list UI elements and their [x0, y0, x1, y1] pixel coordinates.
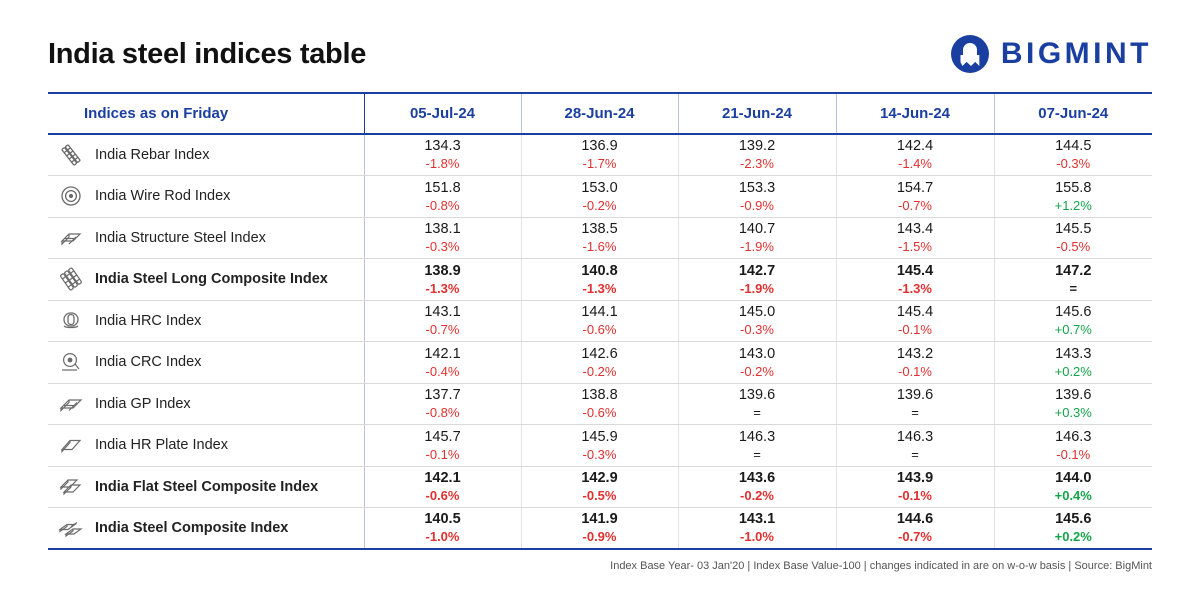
index-value: 146.3: [1055, 428, 1092, 445]
index-value-cell: [521, 425, 678, 467]
index-value-cell: [364, 508, 521, 550]
index-change: -0.2%: [582, 197, 617, 213]
column-header-date-5: 07-Jun-24: [994, 93, 1152, 134]
index-value-cell: [836, 217, 994, 259]
index-value: 139.6: [1055, 387, 1092, 404]
index-value: 155.8: [1055, 179, 1092, 196]
index-value-cell: [836, 300, 994, 342]
index-value-cell: [521, 176, 678, 218]
index-value: 138.1: [424, 221, 461, 238]
index-value: 142.6: [581, 345, 618, 362]
rebar-icon: [58, 142, 84, 168]
index-value: 153.0: [581, 179, 618, 196]
index-value-cell: [364, 466, 521, 508]
index-value-cell: [521, 466, 678, 508]
index-value: 146.3: [896, 428, 934, 445]
row-name-cell: [48, 383, 364, 425]
index-value: 145.6: [1055, 511, 1092, 528]
index-value: 144.1: [581, 304, 618, 321]
index-value-cell: [994, 217, 1152, 259]
index-change: -0.1%: [898, 488, 932, 504]
index-value: 143.2: [896, 345, 934, 362]
table-row: [48, 217, 1152, 259]
index-value: 142.4: [896, 138, 934, 155]
index-value-cell: [521, 134, 678, 176]
row-name-cell: [48, 342, 364, 384]
index-change: -0.3%: [425, 239, 460, 255]
steel-long-composite-icon: [58, 266, 84, 292]
table-row: [48, 383, 1152, 425]
index-change: -0.1%: [425, 446, 460, 462]
index-change: -0.3%: [582, 446, 617, 462]
index-change: =: [753, 446, 761, 462]
column-header-date-2: 28-Jun-24: [521, 93, 678, 134]
table-row: [48, 342, 1152, 384]
index-value-cell: [678, 300, 836, 342]
index-value: 144.0: [1055, 470, 1092, 487]
row-name-cell: [48, 508, 364, 550]
index-value-cell: [836, 466, 994, 508]
index-value: 139.6: [738, 387, 776, 404]
hr-plate-icon: [58, 432, 84, 458]
page-header: [0, 0, 1200, 78]
index-change: +0.2%: [1054, 363, 1092, 379]
index-value-cell: [364, 176, 521, 218]
index-value: 145.6: [1055, 304, 1092, 321]
brand-name: BIGMINT: [1000, 37, 1152, 70]
index-change: =: [753, 405, 761, 421]
index-change: +0.2%: [1054, 529, 1092, 545]
index-change: -1.8%: [425, 156, 460, 172]
index-value-cell: [678, 508, 836, 550]
index-value: 153.3: [738, 179, 776, 196]
gp-sheet-icon: [58, 391, 84, 417]
index-value: 141.9: [581, 511, 618, 528]
index-change: =: [911, 446, 919, 462]
index-value-cell: [521, 300, 678, 342]
index-value-cell: [521, 342, 678, 384]
index-value: 143.4: [896, 221, 934, 238]
index-change: -0.4%: [425, 363, 460, 379]
index-value: 145.0: [738, 304, 776, 321]
bigmint-logo-icon: [951, 35, 989, 73]
steel-composite-icon: [58, 515, 84, 541]
row-name-cell: [48, 134, 364, 176]
index-change: -0.2%: [740, 363, 774, 379]
index-change: -0.7%: [898, 529, 932, 545]
row-label: India Rebar Index: [95, 147, 210, 163]
row-name-cell: [48, 176, 364, 218]
column-header-date-1: 05-Jul-24: [364, 93, 521, 134]
index-value-cell: [836, 425, 994, 467]
index-change: -1.9%: [740, 239, 774, 255]
index-value-cell: [678, 466, 836, 508]
index-value: 145.4: [896, 262, 934, 279]
index-value-cell: [678, 259, 836, 301]
index-value-cell: [364, 134, 521, 176]
index-value-cell: [836, 176, 994, 218]
index-change: -2.3%: [740, 156, 774, 172]
index-change: -0.1%: [1056, 446, 1091, 462]
index-change: -0.5%: [1056, 239, 1091, 255]
index-change: -0.2%: [740, 488, 774, 504]
index-value: 142.7: [738, 262, 776, 279]
index-change: -0.2%: [582, 363, 617, 379]
row-name-cell: [48, 300, 364, 342]
row-label: India Steel Composite Index: [95, 520, 289, 536]
table-row: [48, 134, 1152, 176]
india-steel-indices-table: [48, 92, 1152, 550]
index-value-cell: [836, 134, 994, 176]
wire-rod-coil-icon: [58, 183, 84, 209]
index-change: -1.5%: [898, 239, 932, 255]
index-change: -0.3%: [1056, 156, 1091, 172]
index-value: 151.8: [424, 179, 461, 196]
index-change: =: [911, 405, 919, 421]
index-change: +0.7%: [1054, 322, 1092, 338]
index-value: 154.7: [896, 179, 934, 196]
footer-note: Index Base Year- 03 Jan'20 | Index Base Value-100 | changes indicated in are on w-o-w basis | Source: BigMint: [610, 560, 1152, 572]
index-value-cell: [994, 466, 1152, 508]
index-value-cell: [994, 425, 1152, 467]
table-body: [48, 134, 1152, 549]
table-row: [48, 300, 1152, 342]
index-value: 142.9: [581, 470, 618, 487]
index-value-cell: [994, 342, 1152, 384]
index-value-cell: [994, 300, 1152, 342]
index-value-cell: [994, 259, 1152, 301]
index-change: -1.7%: [582, 156, 617, 172]
table-row: [48, 259, 1152, 301]
table-header-row: [48, 93, 1152, 134]
index-change: -0.8%: [425, 405, 460, 421]
index-change: -0.6%: [582, 322, 617, 338]
brand-logo: [951, 35, 1152, 73]
index-value-cell: [364, 300, 521, 342]
index-value: 143.1: [424, 304, 461, 321]
index-change: +1.2%: [1054, 197, 1092, 213]
index-value: 144.6: [896, 511, 934, 528]
index-value-cell: [678, 342, 836, 384]
table-row: [48, 176, 1152, 218]
index-value-cell: [364, 259, 521, 301]
row-label: India Wire Rod Index: [95, 188, 231, 205]
row-name-cell: [48, 425, 364, 467]
row-label: India GP Index: [95, 395, 191, 412]
index-change: -0.9%: [740, 197, 774, 213]
index-change: -0.1%: [898, 322, 932, 338]
row-label: India Steel Long Composite Index: [95, 271, 328, 288]
index-value-cell: [364, 342, 521, 384]
index-value: 143.1: [738, 511, 776, 528]
row-label: India CRC Index: [95, 354, 202, 371]
index-value-cell: [836, 383, 994, 425]
index-change: -0.1%: [898, 363, 932, 379]
column-header-date-3: 21-Jun-24: [678, 93, 836, 134]
index-change: +0.4%: [1054, 488, 1092, 504]
page-title: India steel indices table: [48, 37, 367, 70]
index-value-cell: [364, 383, 521, 425]
index-value: 147.2: [1055, 262, 1092, 279]
table-row: [48, 508, 1152, 550]
index-value: 142.1: [424, 345, 461, 362]
index-change: =: [1069, 280, 1078, 296]
index-value: 134.3: [424, 138, 461, 155]
index-value-cell: [994, 383, 1152, 425]
index-value: 146.3: [738, 428, 776, 445]
index-value: 139.2: [738, 138, 776, 155]
index-value: 143.6: [738, 470, 776, 487]
column-header-indices: Indices as on Friday: [48, 93, 364, 134]
index-value: 140.8: [581, 262, 618, 279]
column-header-date-4: 14-Jun-24: [836, 93, 994, 134]
index-value-cell: [678, 425, 836, 467]
index-value: 145.5: [1055, 221, 1092, 238]
table-row: [48, 425, 1152, 467]
row-name-cell: [48, 466, 364, 508]
index-change: -0.3%: [740, 322, 774, 338]
index-value: 137.7: [424, 387, 461, 404]
index-value: 142.1: [424, 470, 461, 487]
index-value: 136.9: [581, 138, 618, 155]
indices-table-wrapper: [0, 78, 1200, 550]
index-change: -1.0%: [425, 529, 460, 545]
index-change: -0.6%: [425, 488, 460, 504]
index-value-cell: [994, 134, 1152, 176]
index-change: -0.5%: [582, 488, 617, 504]
index-value: 140.5: [424, 511, 461, 528]
index-value: 143.0: [738, 345, 776, 362]
index-value-cell: [678, 176, 836, 218]
index-value: 138.9: [424, 262, 461, 279]
index-value-cell: [364, 217, 521, 259]
row-label: India HRC Index: [95, 312, 202, 329]
index-value-cell: [678, 383, 836, 425]
index-value: 145.9: [581, 428, 618, 445]
index-value-cell: [521, 383, 678, 425]
index-value: 138.8: [581, 387, 618, 404]
index-value: 138.5: [581, 221, 618, 238]
row-name-cell: [48, 259, 364, 301]
row-label: India Structure Steel Index: [95, 229, 266, 246]
index-value-cell: [678, 134, 836, 176]
index-value-cell: [994, 508, 1152, 550]
index-change: -1.3%: [582, 280, 617, 296]
index-change: -1.3%: [898, 280, 932, 296]
table-row: [48, 466, 1152, 508]
index-value-cell: [521, 259, 678, 301]
index-value-cell: [521, 508, 678, 550]
flat-steel-composite-icon: [58, 474, 84, 500]
index-change: -1.6%: [582, 239, 617, 255]
index-change: -1.0%: [740, 529, 774, 545]
index-change: -0.7%: [425, 322, 460, 338]
index-value: 139.6: [896, 387, 934, 404]
index-value-cell: [364, 425, 521, 467]
index-change: -0.7%: [898, 197, 932, 213]
index-change: +0.3%: [1054, 405, 1092, 421]
row-name-cell: [48, 217, 364, 259]
index-change: -0.8%: [425, 197, 460, 213]
index-value-cell: [836, 259, 994, 301]
structure-steel-icon: [58, 225, 84, 251]
index-value: 143.9: [896, 470, 934, 487]
index-value-cell: [836, 342, 994, 384]
index-value: 145.7: [424, 428, 461, 445]
crc-coil-icon: [58, 349, 84, 375]
index-change: -1.3%: [425, 280, 460, 296]
table-header: [48, 93, 1152, 134]
row-label: India HR Plate Index: [95, 437, 228, 454]
hrc-coil-icon: [58, 308, 84, 334]
row-label: India Flat Steel Composite Index: [95, 478, 319, 495]
index-value-cell: [836, 508, 994, 550]
index-value: 145.4: [896, 304, 934, 321]
index-value: 143.3: [1055, 345, 1092, 362]
index-value-cell: [994, 176, 1152, 218]
index-value: 144.5: [1055, 138, 1092, 155]
index-change: -0.6%: [582, 405, 617, 421]
index-change: -1.9%: [740, 280, 774, 296]
index-change: -0.9%: [582, 529, 617, 545]
index-value-cell: [521, 217, 678, 259]
index-value-cell: [678, 217, 836, 259]
index-value: 140.7: [738, 221, 776, 238]
index-change: -1.4%: [898, 156, 932, 172]
